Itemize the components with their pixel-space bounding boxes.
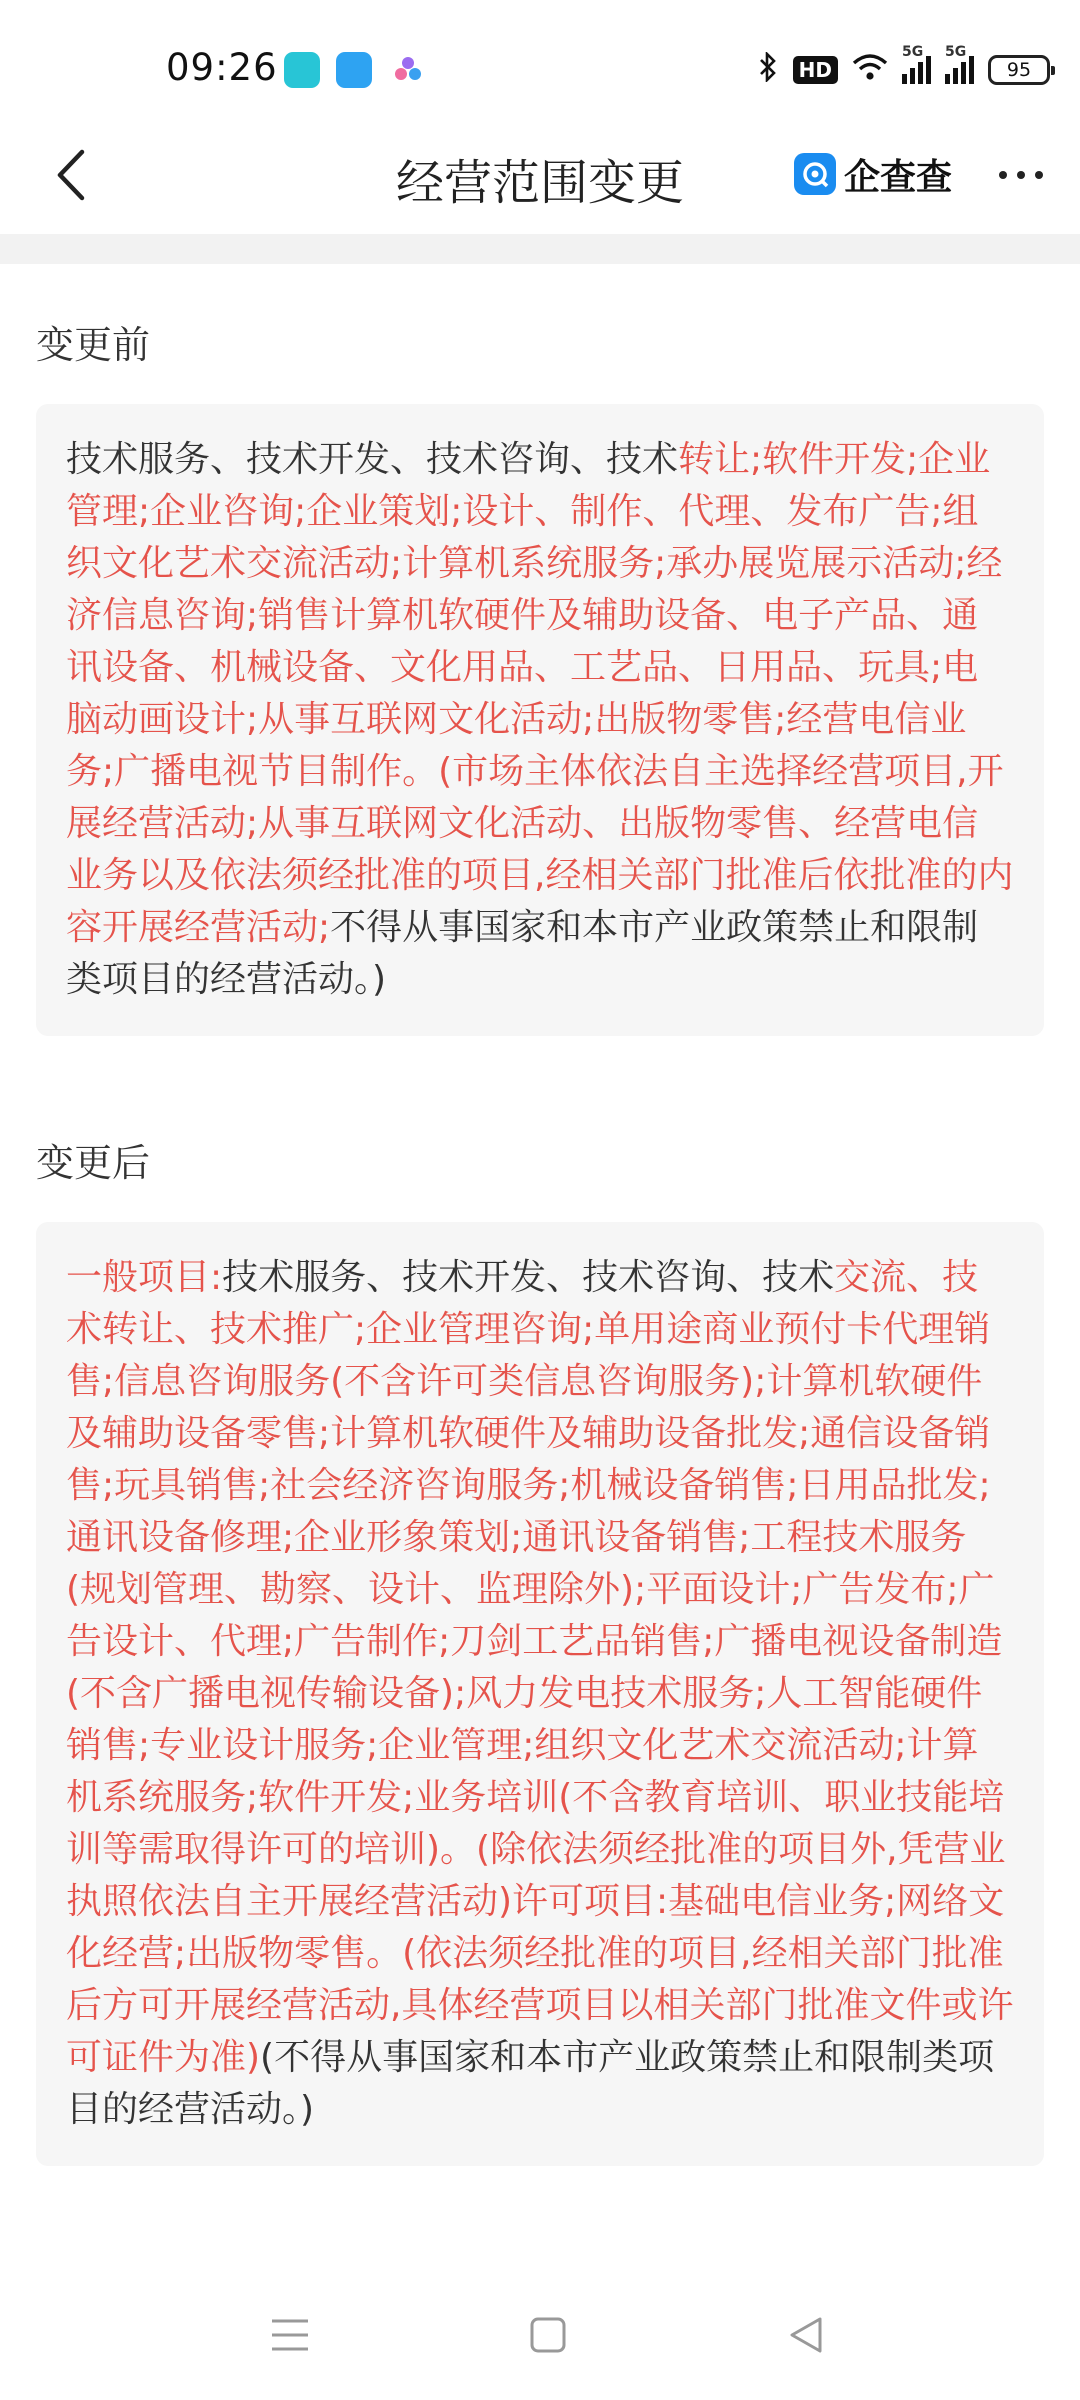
after-text-plain-end: (不得从事国家和本市产业政策禁止和限制类项目的经营活动。) [66,2037,995,2130]
status-icons [757,44,1050,92]
status-time: 09:26 [166,46,278,89]
system-nav-bar [0,2290,1080,2380]
after-text-plain: 技术服务、技术开发、技术咨询、技术 [222,1257,835,1298]
brand-icon [794,153,836,195]
wifi-icon [852,53,888,88]
message-app-icon [336,52,372,88]
menu-icon [270,2317,310,2353]
flower-app-icon [390,52,426,88]
nav-bar [0,120,1080,230]
bluetooth-icon [757,52,779,89]
battery-level: 95 [1006,59,1032,81]
signal-icon-1: 5G [902,56,931,84]
page-title: 经营范围变更 [395,155,684,211]
back-triangle-icon [786,2315,826,2355]
camel-app-icon [284,52,320,88]
hd-badge: HD [793,56,838,84]
signal-icon-2: 5G [945,56,974,84]
menu-button[interactable] [260,2310,320,2360]
home-square-icon [529,2316,567,2354]
after-heading: 变更后 [36,1141,151,1185]
before-heading: 变更前 [36,323,151,367]
back-nav-button[interactable] [776,2310,836,2360]
brand-logo[interactable] [794,148,952,200]
home-button[interactable] [518,2310,578,2360]
battery-icon [988,55,1050,85]
more-options-button[interactable] [988,150,1054,200]
before-content [36,404,1044,1036]
brand-name: 企查查 [844,156,953,198]
after-text-label: 一般项目: [66,1257,223,1298]
after-text-highlight: 交流、技术转让、技术推广;企业管理咨询;单用途商业预付卡代理销售;信息咨询服务(不含许可类信息咨询服务);计算机软硬件及辅助设备零售;计算机软硬件及辅助设备批发;通信设备销售;玩具销售;社会经济咨询服务;机械设备销售;日用品批发;通讯设备修理;企业形象策划;通讯设备销售;工程技术服务(规划管理、勘察、设计、监理除外);平面设计;广告发布;广告设计、代理;广告制作;刀剑工艺品销售;广播电视设备制造(不含广播电视传输设备);风力发电技术服务;人工智能硬件销售;专业设计服务;企业管理;组织文化艺术交流活动;计算机系统服务;软件开发;业务培训(不含教育培训、职业技能培训等需取得许可的培训)。(除依法须经批准的项目外,凭营业执照依法自主开展经营活动)许可项目:基础电信业务;网络文化经营;出版物零售。(依法须经批准的项目,经相关部门批准后方可开展经营活动,具体经营项目以相关部门批准文件或许可证件为准) [66,1257,1014,2078]
header-divider [0,234,1080,264]
before-text-plain: 技术服务、技术开发、技术咨询、技术 [66,439,679,480]
before-text-plain-end: 不得从事国家和本市产业政策禁止和限制类项目的经营活动。) [66,907,979,1000]
status-bar [0,0,1080,140]
before-text-highlight: 转让;软件开发;企业管理;企业咨询;企业策划;设计、制作、代理、发布广告;组织文化艺术交流活动;计算机系统服务;承办展览展示活动;经济信息咨询;销售计算机软硬件及辅助设备、电子产品、通讯设备、机械设备、文化用品、工艺品、日用品、玩具;电脑动画设计;从事互联网文化活动;出版物零售;经营电信业务;广播电视节目制作。(市场主体依法自主选择经营项目,开展经营活动;从事互联网文化活动、出版物零售、经营电信业务以及依法须经批准的项目,经相关部门批准后依批准的内容开展经营活动; [66,439,1014,948]
after-content [36,1222,1044,2166]
